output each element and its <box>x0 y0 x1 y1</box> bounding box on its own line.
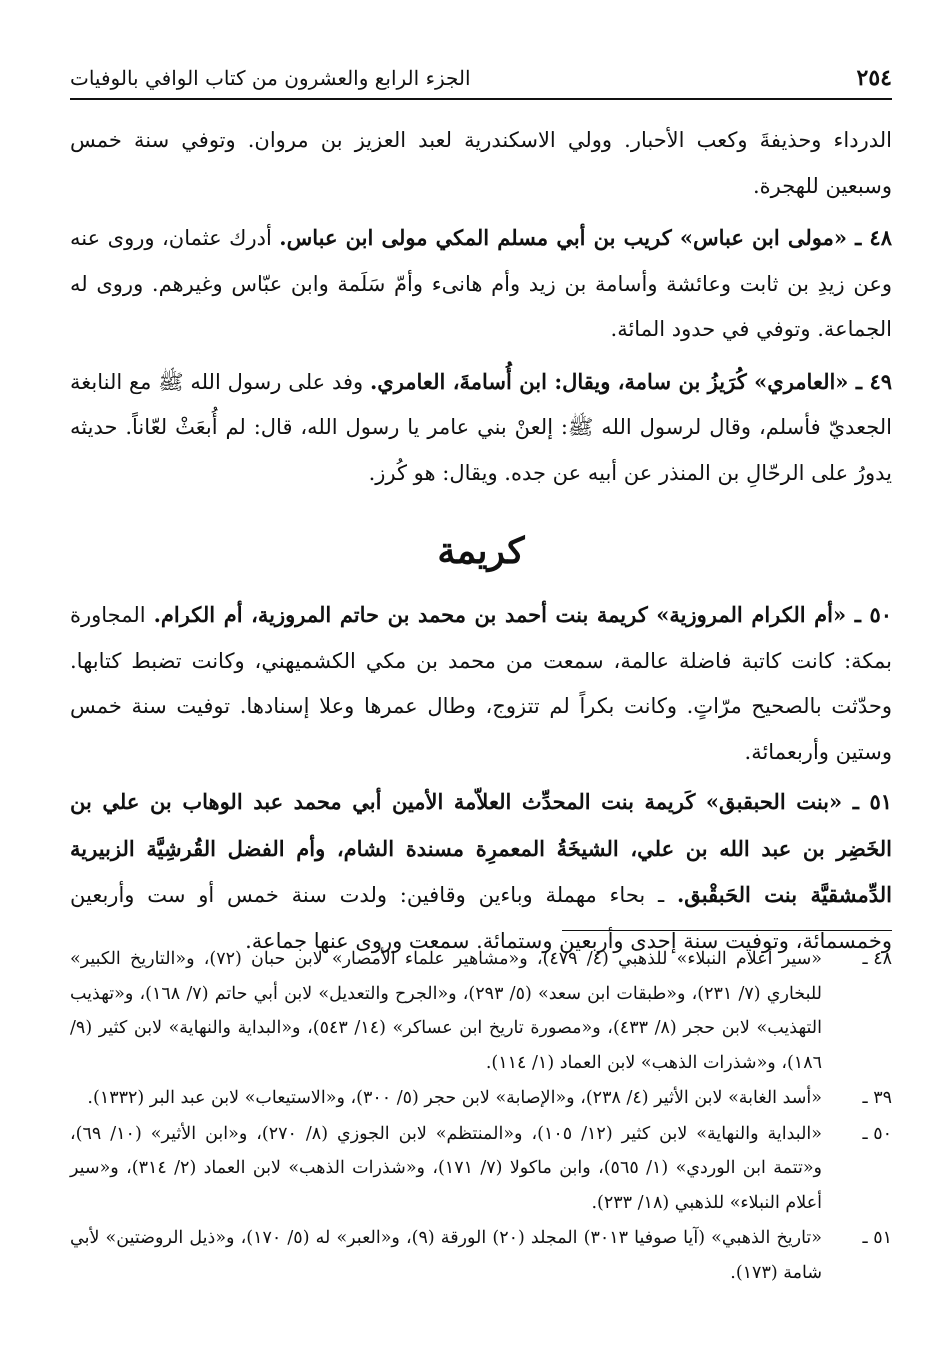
footnote <box>70 942 892 1080</box>
footnote-number: ٣٩ ـ <box>862 1088 892 1108</box>
footnote-number: ٥٠ ـ <box>862 1123 892 1144</box>
footnote-text: «البداية والنهاية» لابن كثير (١٢/ ١٠٥)، و«المنتظم» لابن الجوزي (٨/ ٢٧٠)، و«ابن الأثير» (١٠/ ٦٩)، و«تتمة ابن الوردي» (١/ ٥٦٥)، وابن ماكولا (٧/ ١٧١)، و«شذرات الذهب» لابن العماد (٢/ ٣١٤)، و«سير أعلام النبلاء» للذهبي (١٨/ ٢٣٣). <box>70 1123 823 1213</box>
entry-51-text: ـ بحاء مهملة وباءين وقافين: ولدت سنة خمس أو ست وأربعين وخمسمائة، وتوفيت سنة إحدى وأربعين وستمائة. سمعت وروى عنها جماعة. <box>70 883 892 953</box>
entry-48-heading: ٤٨ ـ «مولى ابن عباس» كريب بن أبي مسلم المكي مولى ابن عباس. <box>279 225 892 250</box>
entry-50-text: المجاورة بمكة: كانت كاتبة فاضلة عالمة، سمعت من محمد بن مكي الكشميهني، وكانت تضبط كتابها. وحدّثت بالصحيح مرّاتٍ. وكانت بكراً لم تتزوج، وطال عمرها وعلا إسنادها. توفيت سنة خمس وستين وأربعمائة. <box>70 603 892 764</box>
entry-49-heading: ٤٩ ـ «العامري» كُرَيزُ بن سامة، ويقال: ابن أُسامةَ، العامري. <box>369 368 892 394</box>
main-text <box>70 118 892 964</box>
entry-49-text: وفد على رسول الله ﷺ مع النابغة الجعديّ فأسلم، وقال لرسول الله ﷺ: إلعنْ بني عامر يا رسول الله، قال: لم أُبعَثْ لعّاناً. حديثه يدورُ على الرحّالِ بن المنذر عن أبيه عن جده. ويقال: هو كُرز. <box>70 369 892 485</box>
entry-51-heading: ٥١ ـ «بنت الحبقبق» كَريمة بنت المحدِّث العلاّمة الأمين أبي محمد عبد الوهاب بن علي بن الخَضِر بن عبد الله بن علي، الشيخَةُ المعمرِة مسندة الشام، وأم الفضل القُرشِيَّة الزبيرية الدِّمشقيَّة بنت الحَبقْبق. <box>70 789 892 907</box>
footnote-text: «سير أعلام النبلاء» للذهبي (٤/ ٤٧٩)، و«مشاهير علماء الأمصار» لابن حبان (٧٢)، و«التاريخ الكبير» للبخاري (٧/ ٢٣١)، و«طبقات ابن سعد» (٥/ ٢٩٣)، و«الجرح والتعديل» لابن أبي حاتم (٧/ ١٦٨)، و«تهذيب التهذيب» لابن حجر (٨/ ٤٣٣)، و«مصورة تاريخ ابن عساكر» (١٤/ ٥٤٣)، و«البداية والنهاية» لابن كثير (٩/ ١٨٦)، و«شذرات الذهب» لابن العماد (١/ ١١٤). <box>70 949 822 1073</box>
entry-50 <box>70 592 892 775</box>
entry-51 <box>70 779 892 964</box>
entry-48-text: أدرك عثمان، وروى عنه وعن زيدِ بن ثابت وعائشة وأسامة بن زيد وأم هانىء وأمّ سَلَمة وابن عبّاس وغيرهم. وروى له الجماعة. وتوفي في حدود المائة. <box>70 226 892 341</box>
page-header <box>70 58 892 100</box>
footnote-number: ٤٨ ـ <box>862 949 892 969</box>
footnote-divider <box>562 930 892 931</box>
entry-50-heading: ٥٠ ـ «أم الكرام المروزية» كريمة بنت أحمد بن محمد بن حاتم المروزية، أم الكرام. <box>153 602 892 627</box>
footnote-number: ٥١ ـ <box>862 1228 892 1248</box>
footnote-text: «أسد الغابة» لابن الأثير (٤/ ٢٣٨)، و«الإصابة» لابن حجر (٥/ ٣٠٠)، و«الاستيعاب» لابن عبد البر (١٣٣٢). <box>87 1088 822 1108</box>
page-number: ٢٥٤ <box>856 65 892 91</box>
footnotes <box>70 942 892 1291</box>
footnote <box>70 1081 892 1116</box>
section-title: كريمة <box>437 530 525 572</box>
intro-paragraph: الدرداء وحذيفةَ وكعب الأحبار. وولي الاسكندرية لعبد العزيز بن مروان. وتوفي سنة خمس وسبعين للهجرة. <box>70 128 892 198</box>
footnote-text: «تاريخ الذهبي» (آيا صوفيا ٣٠١٣) المجلد (٢٠) الورقة (٩)، و«العبر» له (٥/ ١٧٠)، و«ذيل الروضتين» لأبي شامة (١٧٣). <box>70 1228 822 1283</box>
entry-49 <box>70 359 892 497</box>
footnote <box>70 1117 892 1221</box>
footnote <box>70 1221 892 1290</box>
running-title: الجزء الرابع والعشرون من كتاب الوافي بالوفيات <box>70 66 471 90</box>
entry-48 <box>70 215 892 353</box>
